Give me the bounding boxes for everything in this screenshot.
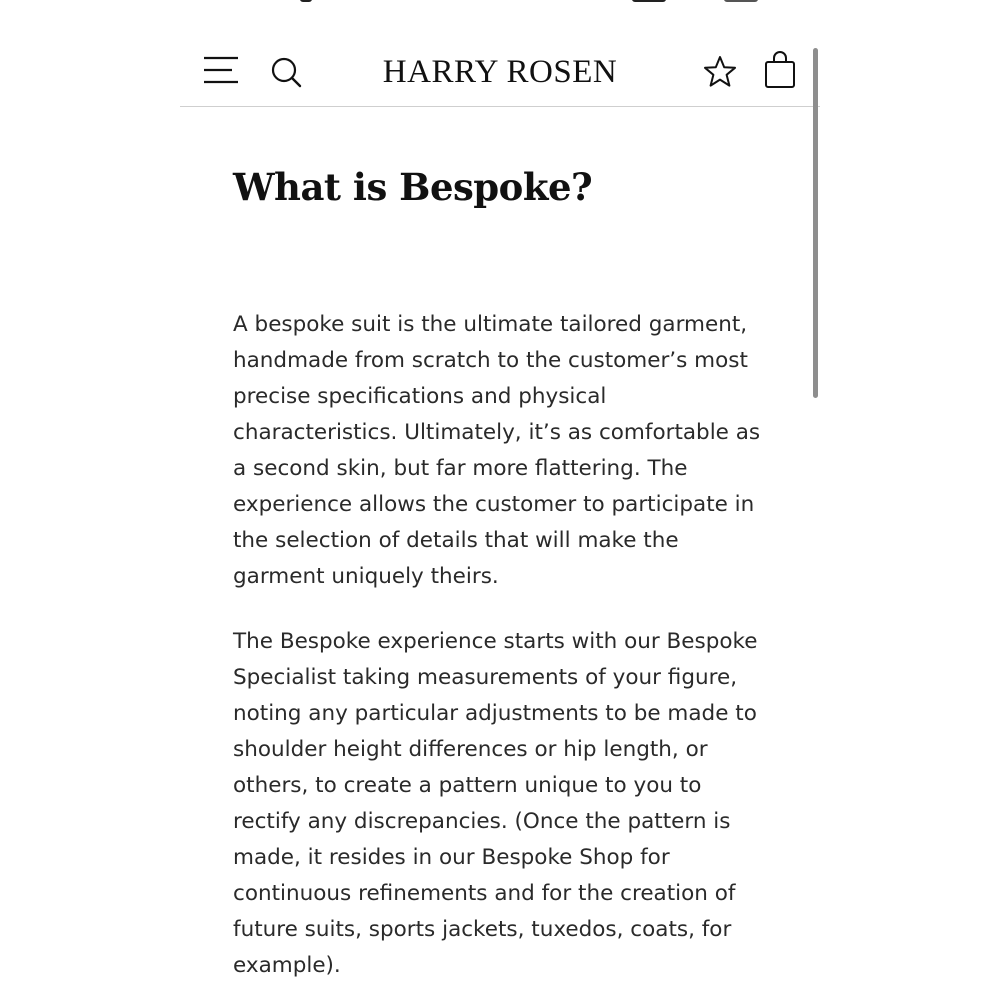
site-header — [180, 40, 820, 107]
article-content — [233, 160, 793, 984]
article-title: What is Bespoke? — [233, 165, 593, 209]
status-bar-battery-icon — [724, 0, 758, 2]
page-scrollbar[interactable] — [813, 48, 818, 398]
search-icon[interactable] — [268, 54, 304, 90]
harry-rosen-logo[interactable]: HARRY ROSEN — [382, 54, 618, 90]
hamburger-menu-icon[interactable] — [202, 54, 240, 88]
shopping-bag-icon[interactable] — [762, 50, 798, 90]
status-bar-remnant — [300, 0, 312, 2]
status-bar-signal-icon — [632, 0, 666, 2]
article-paragraph: A bespoke suit is the ultimate tailored garment, handmade from scratch to the customer’s most precise specifications and physical characteristics. Ultimately, it’s as comfortable as a second skin, but far more flattering. The experience allows the customer to participate in the selection of details that will make the garment uniquely theirs. — [233, 312, 761, 589]
star-icon[interactable] — [702, 54, 738, 90]
article-paragraph: The Bespoke experience starts with our Bespoke Specialist taking measurements of your figure, noting any particular adjustments to be made to shoulder height differences or hip length, or others, to create a pattern unique to you to rectify any discrepancies. (Once the pattern is made, it resides in our Bespoke Shop for continuous refinements and for the creation of future suits, sports jackets, tuxedos, coats, for example). — [233, 629, 758, 978]
